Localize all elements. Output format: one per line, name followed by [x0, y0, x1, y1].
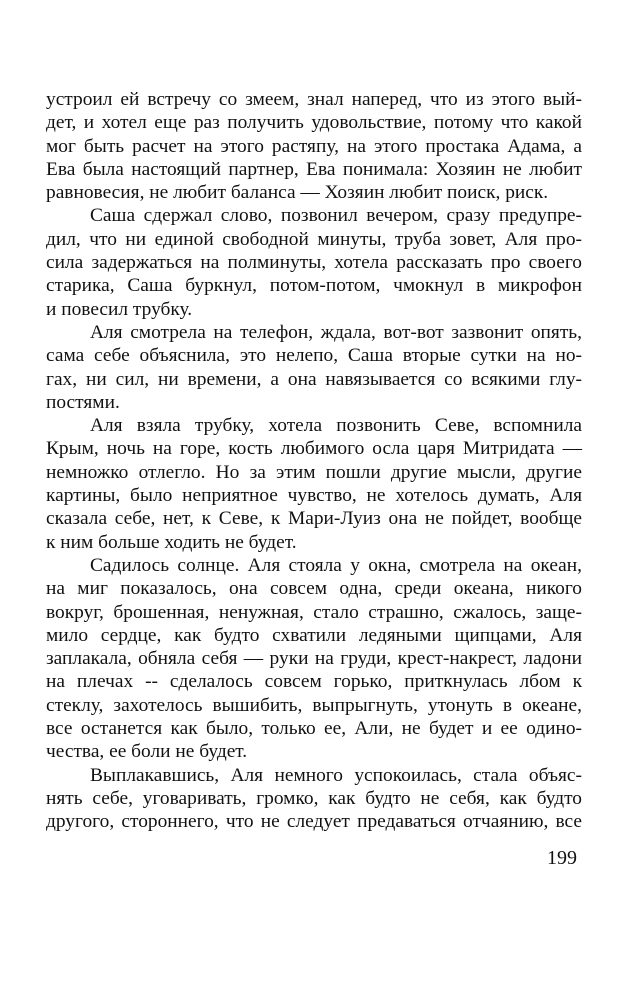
text-line: на миг показалось, она совсем одна, среди океана, никого [46, 578, 582, 600]
text-line: старика, Саша буркнул, потом-потом, чмокнул в микрофон [46, 275, 582, 297]
text-line: картины, было неприятное чувство, не хотелось думать, Аля [46, 485, 582, 507]
text-line: Ева была настоящий партнер, Ева понимала: Хозяин не любит [46, 158, 582, 180]
text-line: сама себе объяснила, это нелепо, Саша вторые сутки на но- [46, 345, 582, 367]
text-line: устроил ей встречу со змеем, знал наперед, что из этого вый- [46, 89, 582, 110]
text-line: постями. [46, 391, 120, 413]
text-line: гах, ни сил, ни времени, а она навязывается со всякими глу- [46, 368, 582, 390]
text-line: сказала себе, нет, к Севе, к Мари-Луиз она не пойдет, вообще [46, 508, 582, 530]
text-line: мог быть расчет на этого растяпу, на этого простака Адама, а [46, 135, 582, 157]
text-line: равновесия, не любит баланса — Хозяин любит поиск, риск. [46, 182, 549, 204]
text-line: дет, и хотел еще раз получить удовольствие, потому что какой [46, 112, 582, 134]
text-line: другого, стороннего, что не следует предаваться отчаянию, все [46, 811, 582, 833]
text-line: к ним больше ходить не будет. [46, 531, 297, 553]
body-text [46, 88, 582, 834]
text-line: Аля смотрела на телефон, ждала, вот-вот зазвонит опять, [90, 321, 582, 343]
text-line: Аля взяла трубку, хотела позвонить Севе, вспомнила [90, 415, 582, 437]
page-number: 199 [547, 847, 577, 869]
text-line: и повесил трубку. [46, 298, 193, 320]
text-line: Садилось солнце. Аля стояла у окна, смотрела на океан, [90, 554, 582, 576]
text-line: на плечах -- сделалось совсем горько, приткнулась лбом к [46, 671, 582, 693]
text-line: нять себе, уговаривать, громко, как будто не себя, как будто [46, 787, 582, 809]
text-line: мило сердце, как будто схватили ледяными щипцами, Аля [46, 624, 582, 646]
text-line: Крым, ночь на горе, кость любимого осла царя Митридата — [46, 438, 582, 460]
text-line: Саша сдержал слово, позвонил вечером, сразу предупре- [90, 205, 582, 227]
text-line: Выплакавшись, Аля немного успокоилась, стала объяс- [90, 764, 582, 786]
text-line: заплакала, обняла себя — руки на груди, крест-накрест, ладони [46, 648, 582, 670]
text-line: стеклу, захотелось вышибить, выпрыгнуть, утонуть в океане, [46, 694, 582, 716]
text-line: сила задержаться на полминуты, хотела рассказать про своего [46, 252, 582, 274]
text-line: чества, ее боли не будет. [46, 741, 248, 763]
text-line: все останется как было, только ее, Али, не будет и ее одино- [46, 718, 582, 740]
text-line: дил, что ни единой свободной минуты, труба зовет, Аля про- [46, 228, 582, 250]
text-line: вокруг, брошенная, ненужная, стало страшно, сжалось, заще- [46, 601, 582, 623]
text-line: немножко отлегло. Но за этим пошли другие мысли, другие [46, 461, 582, 483]
